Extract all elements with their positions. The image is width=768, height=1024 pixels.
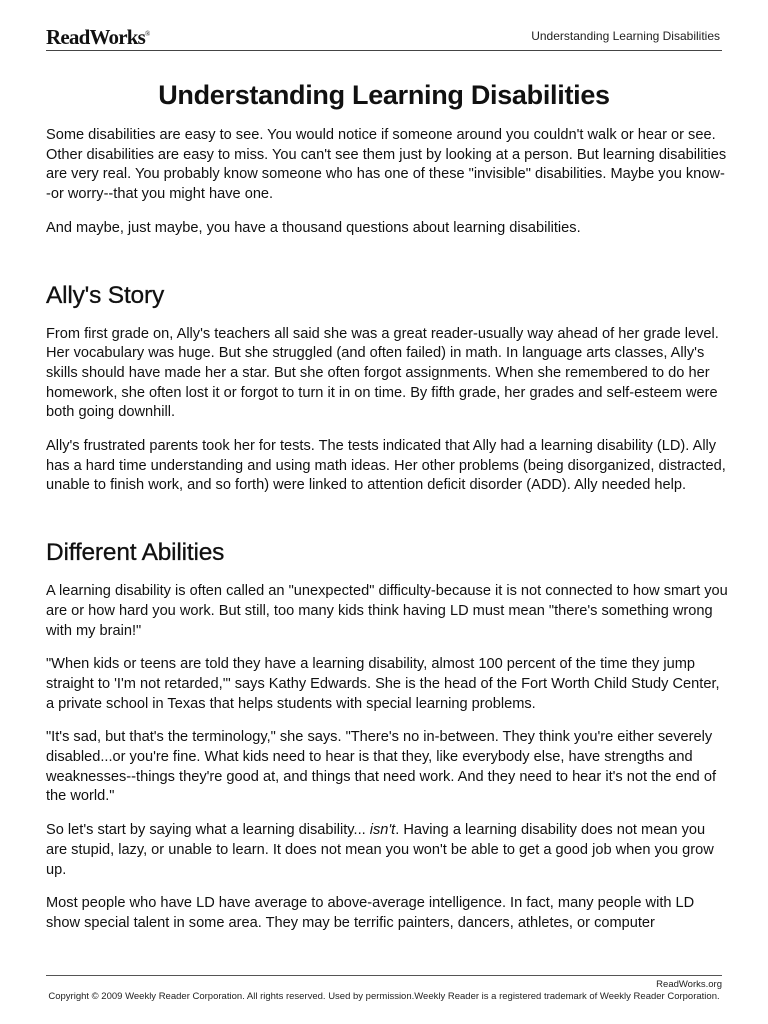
page-header xyxy=(46,24,722,51)
paragraph: Most people who have LD have average to above-average intelligence. In fact, many people with LD show special talent in some area. They may be terrific painters, dancers, athletes, or computer xyxy=(46,895,695,931)
page-footer xyxy=(46,975,722,1002)
paragraph: Some disabilities are easy to see. You would notice if someone around you couldn't walk or hear or see. Other disabilities are easy to miss. You can't see them just by looking at a person. But learning disabilities are very real. You probably know someone who has one of these "invisible" disabilities. Maybe you know--or worry--that you might have one. xyxy=(46,127,727,203)
logo-text: ReadWorks xyxy=(46,25,145,49)
paragraph: Ally's frustrated parents took her for tests. The tests indicated that Ally had a learning disability (LD). Ally has a hard time understanding and using math ideas. Her other problems (being disorganized, distracted, unable to finish work, and so forth) were linked to attention deficit disorder (ADD). Ally needed help. xyxy=(46,438,726,494)
paragraph: A learning disability is often called an "unexpected" difficulty-because it is not connected to how smart you are or how hard you work. But still, too many kids think having LD must mean "there's something wrong with my brain!" xyxy=(46,583,728,639)
paragraph xyxy=(46,821,728,880)
paragraph: "It's sad, but that's the terminology," she says. "There's no in-between. They think you're either severely disabled...or you're fine. What kids need to hear is that they, like everybody else, have strengths and weaknesses--things they're good at, and things that need work. And they need to hear it's not the end of the world." xyxy=(46,729,717,805)
footer-site: ReadWorks.org xyxy=(656,979,722,990)
text-run: So let's start by saying what a learning disability... xyxy=(46,822,370,839)
text-run: . Having a learning disability does not mean you are stupid, lazy, or unable to learn. It does not mean you won't be able to get a good job when you grow up. xyxy=(46,822,714,878)
readworks-logo xyxy=(46,25,150,50)
paragraph: And maybe, just maybe, you have a thousand questions about learning disabilities. xyxy=(46,219,581,236)
emphasis-text: isn't xyxy=(369,822,396,839)
section-heading: Different Abilities xyxy=(46,539,225,567)
registered-mark: ® xyxy=(144,30,150,38)
header-title: Understanding Learning Disabilities xyxy=(531,29,720,43)
paragraph: From first grade on, Ally's teachers all said she was a great reader-usually way ahead of her grade level. Her vocabulary was huge. But she struggled (and often failed) in math. In language arts classes, Ally's skills should have made her a star. But she often forgot assignments. When she remembered to do her homework, she often lost it or forgot to turn it in on time. By fifth grade, her grades and self-esteem were both going downhill. xyxy=(46,325,719,421)
article-body xyxy=(46,126,728,948)
page-title: Understanding Learning Disabilities xyxy=(158,80,610,110)
paragraph: "When kids or teens are told they have a learning disability, almost 100 percent of the time they jump straight to 'I'm not retarded,'" says Kathy Edwards. She is the head of the Fort Worth Child Study Center, a private school in Texas that helps students with special learning problems. xyxy=(46,656,720,712)
footer-copyright: Copyright © 2009 Weekly Reader Corporation. All rights reserved. Used by permission.Weekly Reader is a registered trademark of Weekly Reader Corporation. xyxy=(48,991,720,1002)
section-heading: Ally's Story xyxy=(46,281,164,309)
